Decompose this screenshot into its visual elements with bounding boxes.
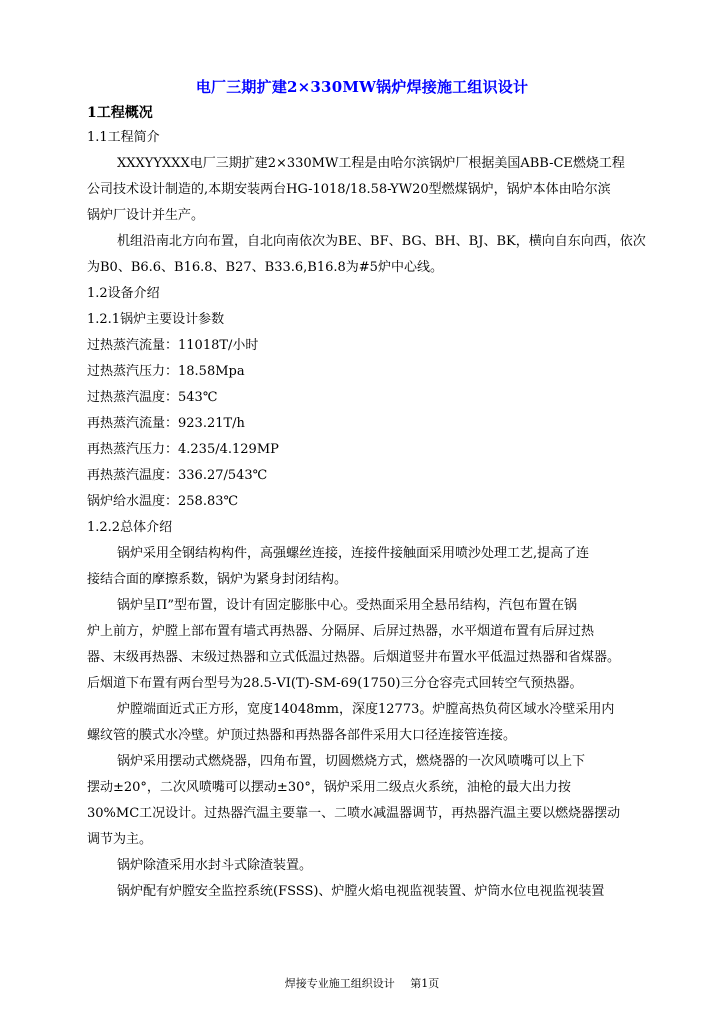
paragraph-line: 器、末级再热器、末级过热器和立式低温过热器。后烟道竖井布置水平低温过热器和省煤器。 [87, 650, 621, 665]
parameter-line: 再热蒸汽流量：923.21T/h [87, 416, 245, 431]
parameter-line: 过热蒸汽温度：543℃ [87, 390, 218, 405]
parameter-line: 再热蒸汽压力：4.235/4.129MP [87, 442, 279, 457]
paragraph-line: 锅炉除渣采用水封斗式除渣装置。 [117, 858, 313, 873]
paragraph-line: 30%MC工况设计。过热器汽温主要靠一、二喷水减温器调节，再热器汽温主要以燃烧器摆动 [87, 806, 621, 821]
paragraph-line: XXXYYXXX电厂三期扩建2×330MW工程是由哈尔滨锅炉厂根据美国ABB-CE燃烧工程 [117, 156, 625, 171]
paragraph-line: 公司技术设计制造的,本期安装两台HG-1018/18.58-YW20型燃煤锅炉，锅炉本体由哈尔滨 [87, 182, 611, 197]
paragraph-line: 炉上前方，炉膛上部布置有墙式再热器、分隔屏、后屏过热器，水平烟道布置有后屏过热 [87, 624, 595, 639]
paragraph-line: 炉膛端面近式正方形，宽度14048mm，深度12773。炉膛高热负荷区域水冷壁采用内 [117, 702, 615, 717]
paragraph-line: 锅炉采用摆动式燃烧器，四角布置，切圆燃烧方式，燃烧器的一次风喷嘴可以上下 [117, 754, 586, 769]
subsection-heading: 1.2.1锅炉主要设计参数 [87, 312, 225, 327]
page-number: 第1页 [410, 977, 440, 990]
subsection-heading: 1.1工程简介 [87, 130, 160, 145]
paragraph-line: 锅炉厂设计并生产。 [87, 208, 205, 223]
paragraph-line: 锅炉配有炉膛安全监控系统(FSSS)、炉膛火焰电视监视装置、炉筒水位电视监视装置 [117, 884, 605, 899]
parameter-line: 锅炉给水温度：258.83℃ [87, 494, 239, 509]
paragraph-line: 接结合面的摩擦系数，锅炉为紧身封闭结构。 [87, 572, 348, 587]
paragraph-line: 机组沿南北方向布置，自北向南依次为BE、BF、BG、BH、BJ、BK，横向自东向西，依次 [117, 234, 646, 249]
parameter-line: 过热蒸汽压力：18.58Mpa [87, 364, 245, 379]
paragraph-line: 锅炉采用全钢结构构件，高强螺丝连接，连接件接触面采用喷沙处理工艺,提高了连 [117, 546, 590, 561]
subsection-heading: 1.2.2总体介绍 [87, 520, 173, 535]
paragraph-line: 为B0、B6.6、B16.8、B27、B33.6,B16.8为#5炉中心线。 [87, 260, 443, 275]
paragraph-line: 锅炉呈Π”型布置，设计有固定膨胀中心。受热面采用全悬吊结构，汽包布置在锅 [117, 598, 577, 613]
paragraph-line: 摆动±20°，二次风喷嘴可以摆动±30°，锅炉采用二级点火系统，油枪的最大出力按 [87, 780, 571, 795]
footer-text: 焊接专业施工组织设计 [284, 977, 395, 990]
parameter-line: 再热蒸汽温度：336.27/543℃ [87, 468, 268, 483]
paragraph-line: 后烟道下布置有两台型号为28.5-VI(T)-SM-69(1750)三分仓容壳式回转空气预热器。 [87, 676, 583, 691]
document-title: 电厂三期扩建2×330MW锅炉焊接施工组识设计 [195, 78, 529, 96]
page-footer [0, 975, 724, 991]
subsection-heading: 1.2设备介绍 [87, 286, 160, 301]
parameter-line: 过热蒸汽流量：11018T/小时 [87, 338, 259, 353]
paragraph-line: 螺纹管的膜式水冷壁。炉顶过热器和再热器各部件采用大口径连接管连接。 [87, 728, 517, 743]
section-heading: 1工程概况 [87, 105, 153, 121]
paragraph-line: 调节为主。 [87, 832, 153, 847]
